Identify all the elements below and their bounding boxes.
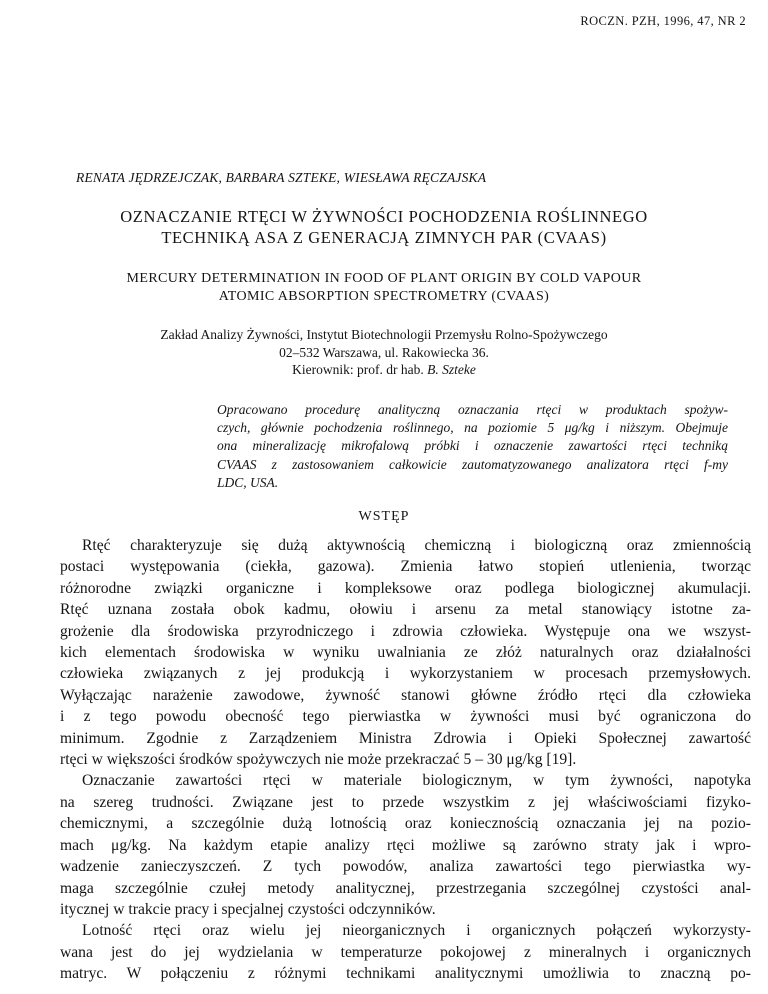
- affiliation-head: [40, 361, 728, 379]
- body-line: maga szczególnie czułej metody analitycznej, przestrzegania szczególnej czystości anal-: [60, 879, 751, 897]
- body-line: Wyłączając narażenie zawodowe, żywność stanowi główne źródło rtęci dla człowieka: [60, 686, 751, 704]
- abstract-line: Opracowano procedurę analityczną oznaczania rtęci w produktach spożyw-: [217, 402, 728, 417]
- title-english-line: MERCURY DETERMINATION IN FOOD OF PLANT ORIGIN BY COLD VAPOUR: [126, 271, 642, 286]
- body-line: chemicznymi, a szczególnie dużą lotnością oraz koniecznością oznaczania jej na pozio-: [60, 815, 751, 833]
- body-line: Lotność rtęci oraz wielu jej nieorganicznych i organicznych połączeń wykorzysty-: [82, 922, 751, 940]
- body-line: grożenie dla środowiska przyrodniczego i zdrowia człowieka. Występuje ona we wszyst-: [60, 622, 751, 640]
- title-polish: [40, 206, 728, 248]
- body-line: mach μg/kg. Na każdym etapie analizy rtęci możliwe są zarówno straty jak i wpro-: [60, 836, 751, 854]
- affiliation-address: 02–532 Warszawa, ul. Rakowiecka 36.: [279, 344, 489, 360]
- body-line: matryc. W połączeniu z różnymi technikami analitycznymi umożliwia to znaczną po-: [60, 965, 751, 983]
- body-line: człowieka związanych z jej produkcją i wykorzystaniem w procesach przemysłowych.: [60, 665, 751, 683]
- body-line: na szereg trudności. Związane jest to przede wszystkim z jej właściwościami fizyko-: [60, 793, 751, 811]
- body-line: minimum. Zgodnie z Zarządzeniem Ministra Zdrowia i Opieki Społecznej zawartość: [60, 729, 751, 747]
- section-heading: WSTĘP: [358, 509, 410, 524]
- abstract-line: czych, głównie pochodzenia roślinnego, na poziomie 5 μg/kg i niższym. Obejmuje: [217, 420, 728, 436]
- body-line: itycznej w trakcie pracy i specjalnej czystości odczynników.: [60, 900, 436, 918]
- body-line: wana jest do jej wydzielania w temperaturze pokojowej z mineralnych i organicznych: [60, 943, 751, 961]
- affiliation-head-name: B. Szteke: [427, 362, 476, 377]
- title-english: [40, 270, 728, 306]
- title-polish-line: OZNACZANIE RTĘCI W ŻYWNOŚCI POCHODZENIA ROŚLINNEGO: [120, 207, 648, 226]
- abstract: [217, 401, 728, 492]
- abstract-line: ona mineralizację mikrofalową próbki i oznaczenie zawartości rtęci techniką: [217, 438, 728, 454]
- body-line: Oznaczanie zawartości rtęci w materiale biologicznym, w tym żywności, napotyka: [82, 772, 751, 790]
- body-line: wadzenie zanieczyszczeń. Z tych powodów, analiza zawartości tego pierwiastka wy-: [60, 858, 751, 876]
- abstract-line: CVAAS z zastosowaniem całkowicie zautomatyzowanego analizatora rtęci f-my: [217, 456, 728, 472]
- body-text: [60, 535, 751, 985]
- affiliation-head-prefix: Kierownik: prof. dr hab.: [292, 362, 428, 377]
- journal-reference: ROCZN. PZH, 1996, 47, NR 2: [580, 14, 746, 28]
- abstract-line: LDC, USA.: [217, 474, 279, 490]
- body-line: postaci występowania (ciekła, gazowa). Zmienia łatwo stopień utlenienia, tworząc: [60, 558, 751, 576]
- body-line: kich elementach środowiska w wyniku uwalniania ze złóż naturalnych oraz działalności: [60, 644, 751, 662]
- body-line: Rtęć charakteryzuje się dużą aktywnością chemiczną i biologiczną oraz zmiennością: [82, 537, 751, 554]
- authors: RENATA JĘDRZEJCZAK, BARBARA SZTEKE, WIESŁAWA RĘCZAJSKA: [76, 170, 487, 185]
- body-line: i z tego powodu obecność tego pierwiastka w żywności musi być ograniczona do: [60, 708, 751, 726]
- body-line: różnorodne związki organiczne i kompleksowe oraz podlega biologicznej akumulacji.: [60, 579, 751, 597]
- title-polish-line: TECHNIKĄ ASA Z GENERACJĄ ZIMNYCH PAR (CVAAS): [161, 228, 607, 247]
- title-english-line: ATOMIC ABSORPTION SPECTROMETRY (CVAAS): [218, 289, 550, 304]
- affiliation-institute: Zakład Analizy Żywności, Instytut Biotechnologii Przemysłu Rolno-Spożywczego: [160, 327, 608, 342]
- body-line: rtęci w większości środków spożywczych nie może przekraczać 5 – 30 μg/kg [19].: [60, 751, 577, 769]
- body-line: Rtęć uznana została obok kadmu, ołowiu i arsenu za metal stanowiący istotne za-: [60, 601, 751, 619]
- affiliation: [40, 326, 728, 379]
